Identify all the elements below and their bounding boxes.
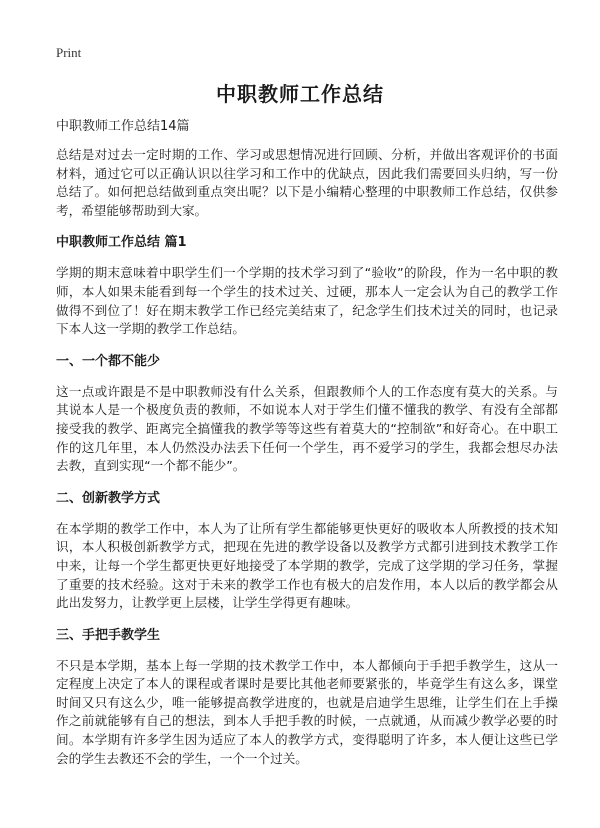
section-heading-4: 三、手把手教学生 xyxy=(56,627,161,643)
section-paragraph-2: 这一点或许跟是不是中职教师没有什么关系，但跟教师个人的工作态度有莫大的关系。与其说本人是一个极度负责的教师，不如说本人对于学生们懂不懂我的教学、有没有全部都接受我的教学、距离完全搞懂我的教学等等这些有着莫大的“控制欲”和好奇心。在中职工作的这几年里，本人仍然没办法丢下任何一个学生，再不爱学习的学生，我都会想尽办法去教，直到实现“一个都不能少”。 xyxy=(56,383,558,474)
section-paragraph-4: 不只是本学期，基本上每一学期的技术教学工作中，本人都倾向于手把手教学生，这从一定程度上决定了本人的课程或者课时是要比其他老师要紧张的，毕竟学生有这么多，课堂时间又只有这么少，唯一能够提高教学进度的，也就是启迪学生思维，让学生们在上手操作之前就能够有自己的想法，到本人手把手教的时候，一点就通，从而减少教学必要的时间。本学期有许多学生因为适应了本人的教学方式，变得聪明了许多，本人便让这些已学会的学生去教还不会的学生，一个一个过关。 xyxy=(56,657,558,766)
section-heading-3: 二、创新教学方式 xyxy=(56,490,161,506)
page-title: 中职教师工作总结 xyxy=(216,82,384,106)
document-subtitle: 中职教师工作总结14篇 xyxy=(56,119,190,134)
section-heading-1: 中职教师工作总结 篇1 xyxy=(56,235,187,251)
intro-paragraph: 总结是对过去一定时期的工作、学习或思想情况进行回顾、分析，并做出客观评价的书面材料，通过它可以正确认识以往学习和工作中的优缺点，因此我们需要回头归纳，写一份总结了。如何把总结做到重点突出呢？以下是小编精心整理的中职教师工作总结，仅供参考，希望能够帮助到大家。 xyxy=(56,147,558,218)
print-link[interactable]: Print xyxy=(56,45,82,60)
section-heading-2: 一、一个都不能少 xyxy=(56,353,161,369)
section-paragraph-3: 在本学期的教学工作中，本人为了让所有学生都能够更快更好的吸收本人所教授的技术知识，本人积极创新教学方式，把现在先进的教学设备以及教学方式都引进到技术教学工作中来，让每一个学生都更快更好地接受了本学期的教学，完成了这学期的学习任务，掌握了重要的技术经验。这对于未来的教学工作也有极大的启发作用，本人以后的教学都会从此出发努力，让教学更上层楼，让学生学得更有趣味。 xyxy=(56,520,558,611)
section-paragraph-1: 学期的期末意味着中职学生们一个学期的技术学习到了“验收”的阶段，作为一名中职的教师，本人如果未能看到每一个学生的技术过关、过硬，那本人一定会认为自己的教学工作做得不到位了！好在期末教学工作已经完美结束了，纪念学生们技术过关的同时，也记录下本人这一学期的教学工作总结。 xyxy=(56,265,558,337)
document-body xyxy=(56,118,558,782)
